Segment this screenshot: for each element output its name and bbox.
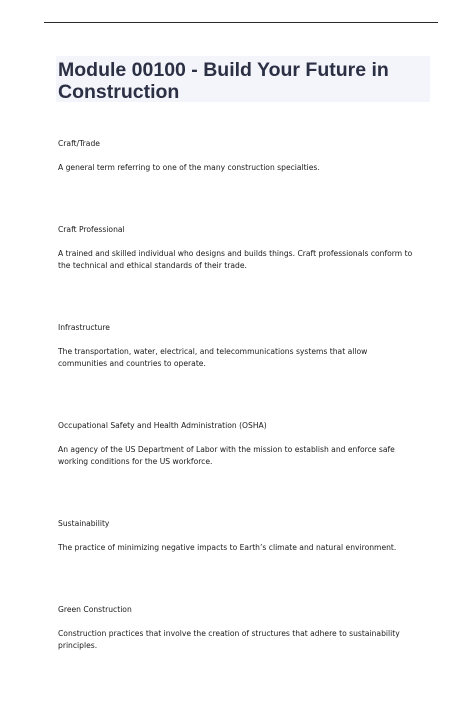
- term-definition: A general term referring to one of the many construction specialties.: [58, 163, 320, 172]
- term-entry: [58, 518, 418, 554]
- term-name: Craft/Trade: [58, 139, 100, 148]
- term-name: Green Construction: [58, 605, 132, 614]
- page-title: Module 00100 - Build Your Future in Construction: [58, 59, 389, 103]
- term-definition: A trained and skilled individual who designs and builds things. Craft professionals conform to the technical and ethical standards of their trade.: [58, 249, 413, 270]
- term-list: [58, 138, 418, 702]
- term-definition: An agency of the US Department of Labor with the mission to establish and enforce safe working conditions for the US workforce.: [58, 445, 395, 466]
- term-name: Sustainability: [58, 519, 110, 528]
- top-divider: [44, 22, 438, 23]
- term-definition: Construction practices that involve the creation of structures that adhere to sustainability principles.: [58, 629, 400, 650]
- term-definition: The practice of minimizing negative impacts to Earth’s climate and natural environment.: [58, 543, 397, 552]
- term-entry: [58, 604, 418, 652]
- term-name: Infrastructure: [58, 323, 110, 332]
- term-entry: [58, 224, 418, 272]
- term-entry: [58, 420, 418, 468]
- term-definition: The transportation, water, electrical, and telecommunications systems that allow communities and countries to operate.: [58, 347, 368, 368]
- term-name: Occupational Safety and Health Administration (OSHA): [58, 421, 267, 430]
- term-entry: [58, 138, 418, 174]
- term-name: Craft Professional: [58, 225, 125, 234]
- term-entry: [58, 322, 418, 370]
